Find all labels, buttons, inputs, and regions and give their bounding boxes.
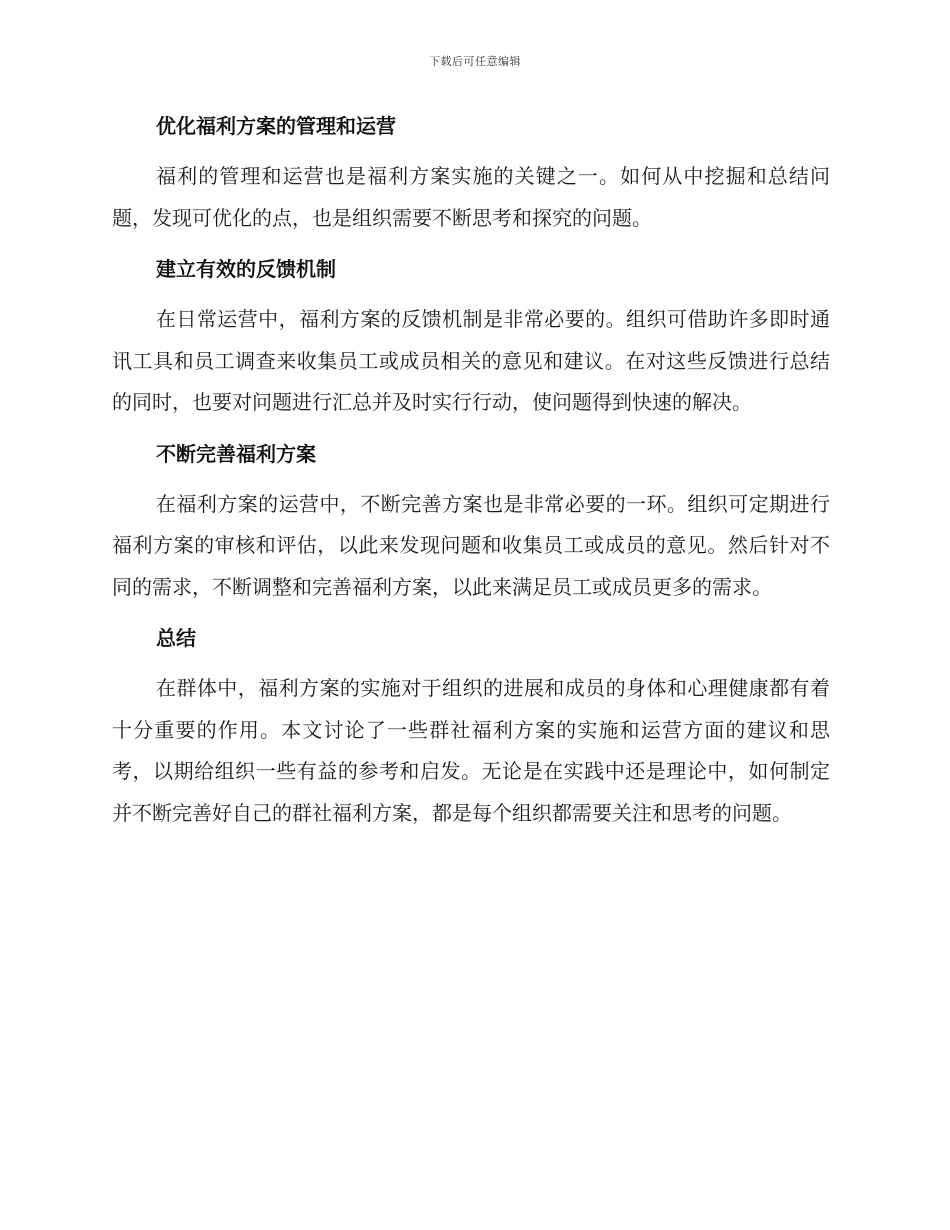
section-heading: 不断完善福利方案 (156, 441, 316, 466)
section-paragraph: 在日常运营中，福利方案的反馈机制是非常必要的。组织可借助许多即时通讯工具和员工调查来收集员工或成员相关的意见和建议。在对这些反馈进行总结的同时，也要对问题进行汇总并及时实行行动，使问题得到快速的解决。 (112, 307, 830, 414)
section-heading: 优化福利方案的管理和运营 (156, 114, 396, 138)
section-optimize-management (112, 110, 830, 239)
section-improve-plan (112, 438, 830, 609)
section-feedback-mechanism (112, 253, 830, 424)
section-heading: 建立有效的反馈机制 (156, 257, 336, 281)
section-paragraph: 在群体中，福利方案的实施对于组织的进展和成员的身体和心理健康都有着十分重要的作用。本文讨论了一些群社福利方案的实施和运营方面的建议和思考，以期给组织一些有益的参考和启发。无论是在实践中还是理论中，如何制定并不断完善好自己的群社福利方案，都是每个组织都需要关注和思考的问题。 (112, 676, 830, 825)
page-header: 下载后可任意编辑 (429, 55, 521, 68)
document-body (112, 110, 830, 848)
section-paragraph: 在福利方案的运营中，不断完善方案也是非常必要的一环。组织可定期进行福利方案的审核和评估，以此来发现问题和收集员工或成员的意见。然后针对不同的需求，不断调整和完善福利方案，以此来满足员工或成员更多的需求。 (112, 491, 830, 599)
section-summary (112, 622, 830, 834)
section-paragraph: 福利的管理和运营也是福利方案实施的关键之一。如何从中挖掘和总结问题，发现可优化的点，也是组织需要不断思考和探究的问题。 (112, 164, 830, 230)
section-heading: 总结 (156, 626, 196, 650)
